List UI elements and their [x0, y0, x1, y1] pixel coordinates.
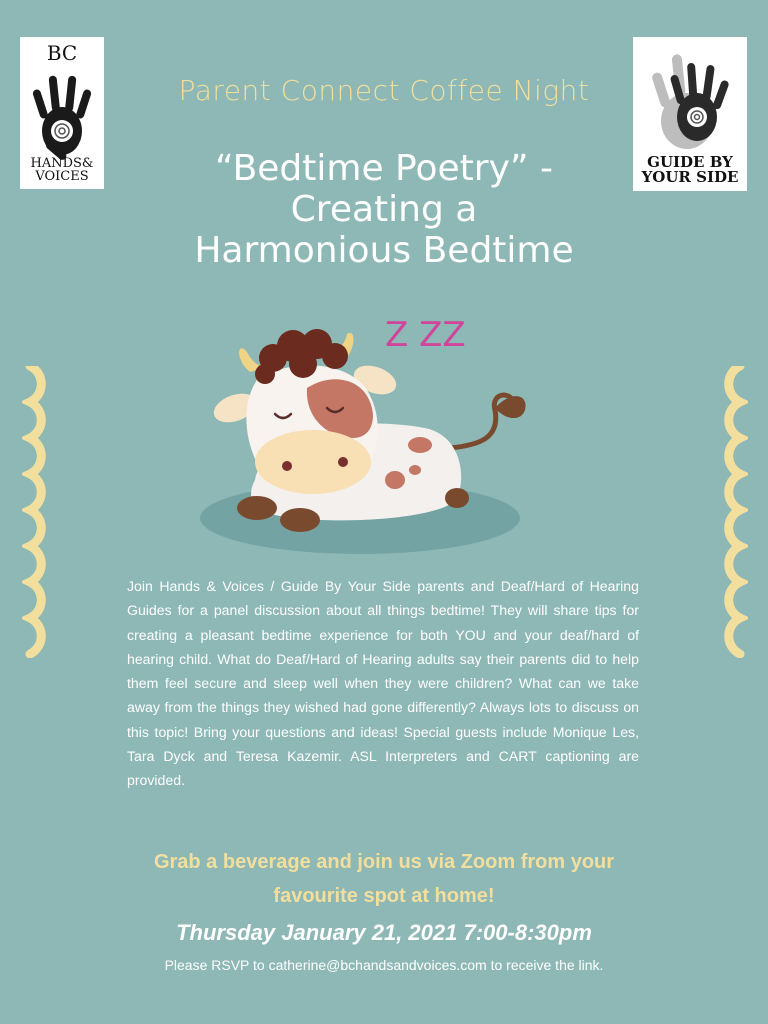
event-title [110, 148, 658, 271]
zoom-call-to-action [110, 845, 658, 913]
event-series-subtitle: Parent Connect Coffee Night [178, 74, 590, 107]
logo-guide-by-text: GUIDE BY [647, 153, 733, 171]
logo-your-side-text: YOUR SIDE [641, 168, 739, 186]
event-title-line-1: “Bedtime Poetry” - [215, 148, 553, 189]
logo-bc-text: BC [46, 41, 78, 65]
event-title-line-3: Harmonious Bedtime [194, 230, 574, 271]
logo-hands-text: HANDS& [30, 156, 94, 171]
logo-voices-text: VOICES [35, 169, 89, 184]
sleeping-cow-illustration [195, 310, 555, 560]
cta-line-1: Grab a beverage and join us via Zoom from your [153, 851, 615, 873]
cta-line-2: favourite spot at home! [273, 885, 495, 907]
event-description: Join Hands & Voices / Guide By Your Side parents and Deaf/Hard of Hearing Guides for a panel discussion about all things bedtime! They will share tips for creating a pleasant bedtime experience for both YOU and your deaf/hard of hearing child. What do Deaf/Hard of Hearing adults say their parents did to help them feel secure and sleep well when they were children? What can we take away from the things they wished had gone differently? Always lots to discuss on this topic! Bring your questions and ideas! Special guests include Monique Les, Tara Dyck and Teresa Kazemir. ASL Interpreters and CART captioning are provided. [127, 578, 639, 789]
rsvp-instructions: Please RSVP to catherine@bchandsandvoices.com to receive the link. [164, 957, 604, 973]
right-scallop-decoration [716, 366, 748, 658]
event-date-time: Thursday January 21, 2021 7:00-8:30pm [176, 920, 592, 945]
sleep-zzz-text: Z ZZ [385, 315, 466, 355]
bc-hands-and-voices-logo [20, 37, 104, 189]
logo-hands-voices-text [20, 157, 104, 183]
event-title-line-2: Creating a [290, 189, 478, 230]
left-scallop-decoration [22, 366, 52, 658]
